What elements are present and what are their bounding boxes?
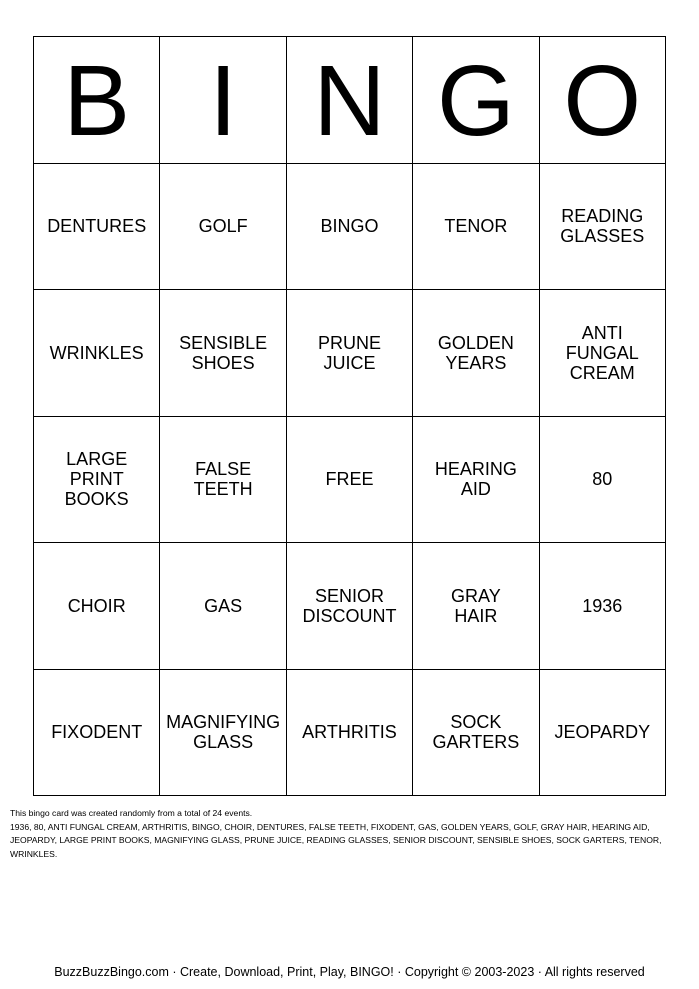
event-list: 1936, 80, ANTI FUNGAL CREAM, ARTHRITIS, BINGO, CHOIR, DENTURES, FALSE TEETH, FIXODENT, GAS, GOLDEN YEARS, GOLF, GRAY HAIR, HEARING AID, JEOPARDY, LARGE PRINT BOOKS, MAGNIFYING GLASS, PRUNE JUICE, READING GLASSES, SENIOR DISCOUNT, SENSIBLE SHOES, SOCK GARTERS, TENOR, WRINKLES. <box>10 821 662 859</box>
bingo-cell: GOLF <box>160 164 286 291</box>
bingo-cell: GAS <box>160 543 286 670</box>
header-letter-n: N <box>287 37 413 164</box>
bingo-cell: 1936 <box>540 543 666 670</box>
bingo-cell: PRUNE JUICE <box>287 290 413 417</box>
bingo-cell: LARGE PRINT BOOKS <box>34 417 160 544</box>
page-footer: BuzzBuzzBingo.com · Create, Download, Print, Play, BINGO! · Copyright © 2003-2023 · All rights reserved <box>54 965 645 979</box>
card-summary: This bingo card was created randomly from a total of 24 events. <box>10 808 253 818</box>
bingo-cell: GRAY HAIR <box>413 543 539 670</box>
bingo-cell: DENTURES <box>34 164 160 291</box>
bingo-cell: READING GLASSES <box>540 164 666 291</box>
free-space-cell: FREE <box>287 417 413 544</box>
bingo-cell: CHOIR <box>34 543 160 670</box>
bingo-cell: GOLDEN YEARS <box>413 290 539 417</box>
bingo-cell: FALSE TEETH <box>160 417 286 544</box>
bingo-cell: SOCK GARTERS <box>413 670 539 797</box>
bingo-cell: HEARING AID <box>413 417 539 544</box>
bingo-cell: TENOR <box>413 164 539 291</box>
card-info <box>10 807 685 861</box>
header-letter-i: I <box>160 37 286 164</box>
bingo-cell: FIXODENT <box>34 670 160 797</box>
bingo-cell: ANTI FUNGAL CREAM <box>540 290 666 417</box>
bingo-cell: 80 <box>540 417 666 544</box>
bingo-cell: SENSIBLE SHOES <box>160 290 286 417</box>
bingo-cell: JEOPARDY <box>540 670 666 797</box>
header-letter-o: O <box>540 37 666 164</box>
header-letter-b: B <box>34 37 160 164</box>
bingo-card <box>33 36 666 796</box>
header-letter-g: G <box>413 37 539 164</box>
bingo-cell: ARTHRITIS <box>287 670 413 797</box>
bingo-cell: SENIOR DISCOUNT <box>287 543 413 670</box>
bingo-cell: WRINKLES <box>34 290 160 417</box>
bingo-cell: BINGO <box>287 164 413 291</box>
bingo-cell: MAGNIFYING GLASS <box>160 670 286 797</box>
